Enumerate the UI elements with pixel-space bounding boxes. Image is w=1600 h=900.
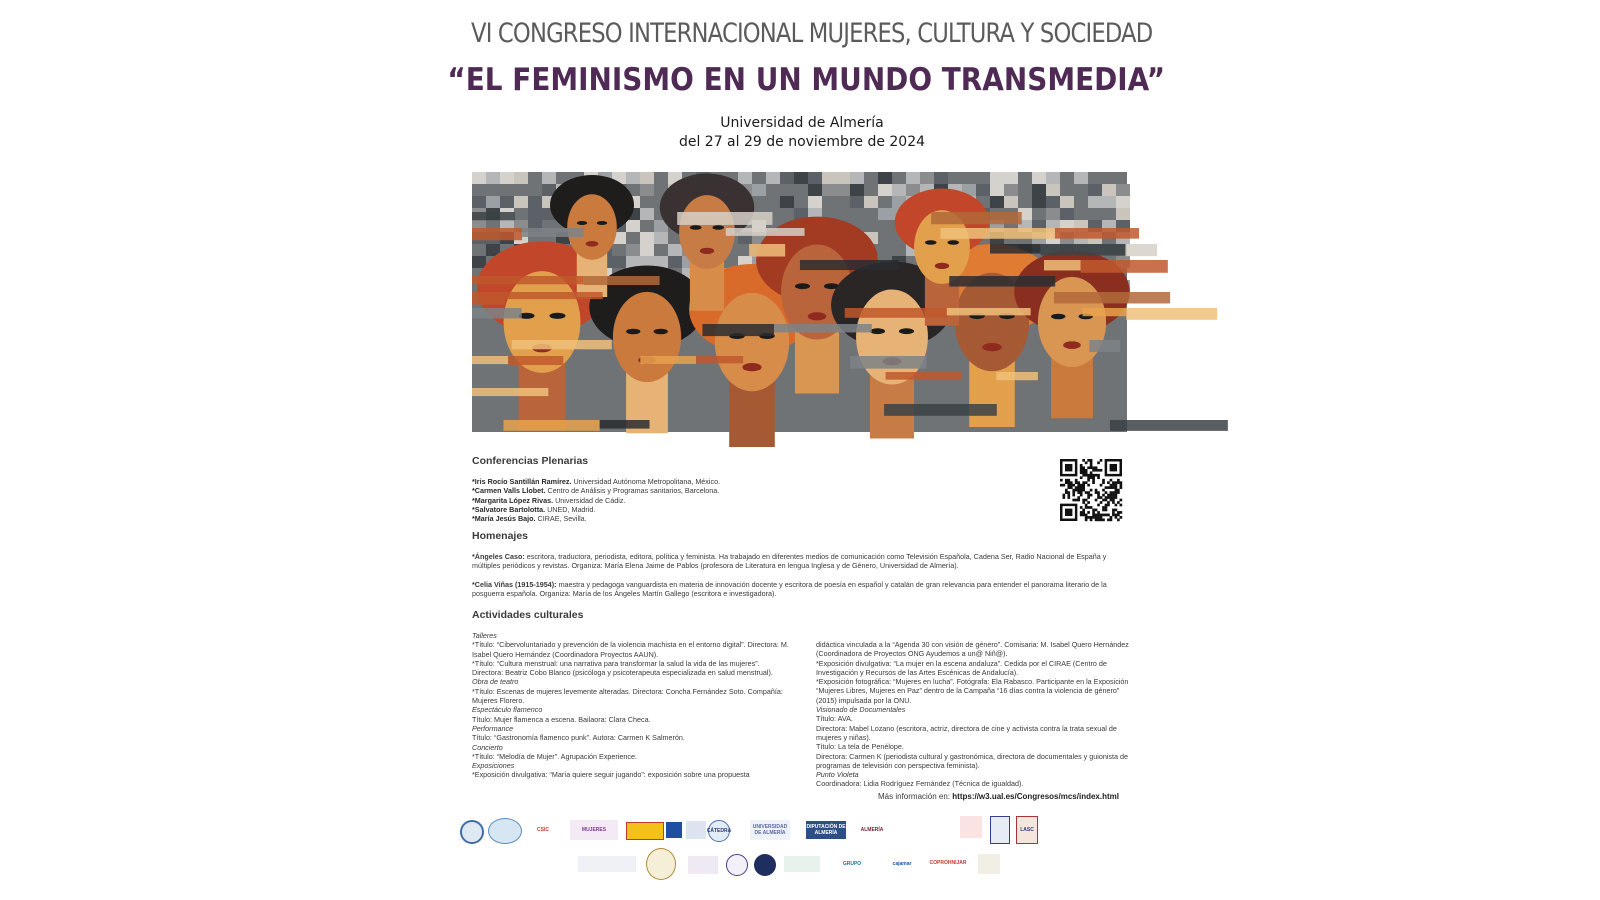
plenaria-name: *Iris Rocío Santillán Ramírez. [472,477,572,486]
actividad-entry: *Exposición divulgativa: “La mujer en la escena andaluza”. Cedida por el CIRAE (Centro de Investigación y Recursos de las Artes Escénicas de Andalucía). [816,658,1107,677]
conference-poster [447,0,1166,900]
more-info-link[interactable]: https://w3.ual.es/Congresos/mcs/index.html [952,792,1119,801]
plenaria-item [472,505,1032,514]
plenaria-detail: Universidad Autónoma Metropolitana, México. [571,477,721,486]
actividades-title: Actividades culturales [472,609,584,621]
actividad-entry: Título: AVA. [816,714,853,724]
plenaria-name: *Salvatore Bartolotta. [472,504,546,514]
universidad-logo: UNIVERSIDAD DE ALMERÍA [750,820,790,840]
actividad-category: Performance [472,723,514,733]
university-seal-logo [460,820,484,844]
homenaje-detail: escritora, traductora, periodista, editora, política y feminista. Ha trabajado en diferentes medios de comunicación como Televisión Española, Cadena Ser, Radio Nacional de España y múltiples periódicos y revistas. Organiza: María Elena Jaime de Pablos (profesora de Literatura en lengua Inglesa y de Género, Universidad de Almería). [472,552,1107,571]
venue-dates: del 27 al 29 de noviembre de 2024 [678,134,926,150]
eu-flag-logo [666,822,682,838]
cajamar-logo: cajamar [884,858,920,870]
ayuntamiento-shield-logo [960,816,982,838]
navy-circle-logo [754,854,776,876]
actividad-entry: Título: “Gastronomía flamenco punk”. Autora: Carmen K Salmerón. [472,733,685,743]
plenaria-detail: Centro de Análisis y Programas sanitarios, Barcelona. [545,486,720,496]
homenaje-item [472,580,1132,599]
actividad-entry: Coordinadora: Lidia Rodríguez Fernández (Técnica de igualdad). [816,779,1024,789]
csic-logo: CSIC [526,822,560,838]
actividad-entry: *Exposición fotográfica: “Mujeres en lucha”. Fotógrafa: Ela Rabasco. Participante en la Exposición “Mujeres Libres, Mujeres en Paz” dentro de la Campaña “16 días contra la violencia de género” (2015) impulsada por la ONU. [816,677,1129,705]
actividad-category: Espectáculo flamenco [472,705,543,715]
paulina-logo [978,854,1000,874]
actividad-category: Concierto [472,742,503,752]
asociacion-logo [488,818,522,844]
actividad-entry: *Título: Escenas de mujeres levemente alteradas. Directora: Concha Fernández Soto. Compañía: Mujeres Florero. [472,686,783,706]
actividad-entry: didáctica vinculada a la “Agenda 30 con visión de género”. Comisaria: M. Isabel Quero Hernández (Coordinadora de Proyectos ONG Ayudemos a un@ Niñ@). [816,640,1129,659]
green-circle-logo [784,856,820,872]
fragmented-women-faces-illustration [472,172,1127,432]
qr-code[interactable] [1060,459,1122,521]
almeria-ciudad-logo: ALMERÍA [852,821,892,839]
plenaria-name: *María Jesús Bajo. [472,514,536,524]
actividad-entry: *Exposición divulgativa: “María quiere seguir jugando”: exposición sobre una propuesta [472,770,750,780]
coprohnijar-logo: COPROHNIJAR [928,856,968,870]
venue-block [468,114,1136,152]
plenaria-detail: Universidad de Cádiz. [553,495,626,505]
homenajes-title: Homenajes [472,530,529,542]
plenarias-list [472,477,1032,523]
actividad-category: Visionado de Documentales [816,705,906,715]
homenaje-name: *Ángeles Caso: [472,552,525,561]
actividad-entry: Título: La tela de Penélope. [816,742,904,752]
institute-logo [686,821,706,839]
actividades-right-column [816,640,1136,789]
ayuntamiento-shield-logo-2 [990,816,1010,844]
actividad-category: Punto Violeta [816,770,859,780]
lasc-logo: LASC [1016,816,1038,844]
actividad-entry: *Título: “Melodía de Mujer”. Agrupación Experience. [472,751,637,761]
actividad-entry: *Título: “Cultura menstrual: una narrativa para transformar la salud la vida de las mujeres”. Directora: Beatriz Cobo Blanco (psicóloga y psicoterapeuta especializada en salud menstrual). [472,658,773,678]
plenaria-item [472,496,1032,505]
hero-illustration [472,172,1127,432]
plenaria-item [472,514,1032,523]
actividad-category: Talleres [472,631,497,640]
sponsor-logos-row-1 [460,816,1150,846]
plenaria-detail: CIRAE, Sevilla. [535,514,587,524]
diputacion-almeria-logo: DIPUTACIÓN DE ALMERÍA [806,821,846,839]
plenaria-name: *Margarita López Rivas. [472,495,554,505]
round-logo [1044,822,1078,836]
plenaria-item [472,477,1032,486]
sponsor-logos-row-2 [578,848,1008,882]
plenaria-name: *Carmen Valls Llobet. [472,486,546,496]
congress-supertitle: VI CONGRESO INTERNACIONAL MUJERES, CULTURA Y SOCIEDAD [471,18,1153,49]
more-info-label: Más información en: [878,792,953,801]
actividad-entry: Directora: Mabel Lozano (escritora, actriz, directora de cine y activista contra la trata sexual de mujeres y niñas). [816,723,1117,742]
plenaria-item [472,486,1032,495]
grupo-logo: GRUPO [832,857,872,871]
qr-code-icon [1060,459,1122,521]
gobierno-espana-logo [626,822,664,840]
catedra-logo: CÁTEDRA [708,820,730,842]
homenaje-name: *Celia Viñas (1915-1954): [472,580,557,589]
actividades-left-column [472,631,792,780]
heart-logo [900,821,946,839]
bird-logo [688,856,718,874]
ornate-seal-logo [646,848,676,880]
actividad-category: Exposiciones [472,761,515,771]
plenarias-title: Conferencias Plenarias [472,455,589,467]
circle-logo [726,854,748,876]
actividad-category: Obra de teatro [472,677,519,687]
centro-estudios-logo [578,856,636,872]
actividad-entry: Título: Mujer flamenca a escena. Bailaora: Clara Checa. [472,714,651,724]
actividad-entry: *Título: “Cibervoluntariado y prevención de la violencia machista en el entorno digital”. Directora: M. Isabel Quero Hernández (Coordinadora Proyectos AAUN). [472,640,789,659]
actividad-entry: Directora: Carmen K (periodista cultural y gastronómica, directora de documentales y guionista de programas de televisión con perspectiva feminista). [816,751,1129,770]
more-info [878,792,1119,801]
homenaje-detail: maestra y pedagoga vanguardista en materia de innovación docente y escritora de poesía en español y catalán de gran relevancia para entender el panorama literario de la posguerra española. Organiza: María de los Ángeles Martín Gallego (escritora e investigadora). [472,580,1107,599]
congress-title: “EL FEMINISMO EN UN MUNDO TRANSMEDIA” [447,62,1166,98]
venue-name: Universidad de Almería [720,115,884,131]
mujeres-logo: MUJERES [570,820,618,840]
plenaria-detail: UNED, Madrid. [545,504,596,514]
homenaje-item [472,552,1132,571]
